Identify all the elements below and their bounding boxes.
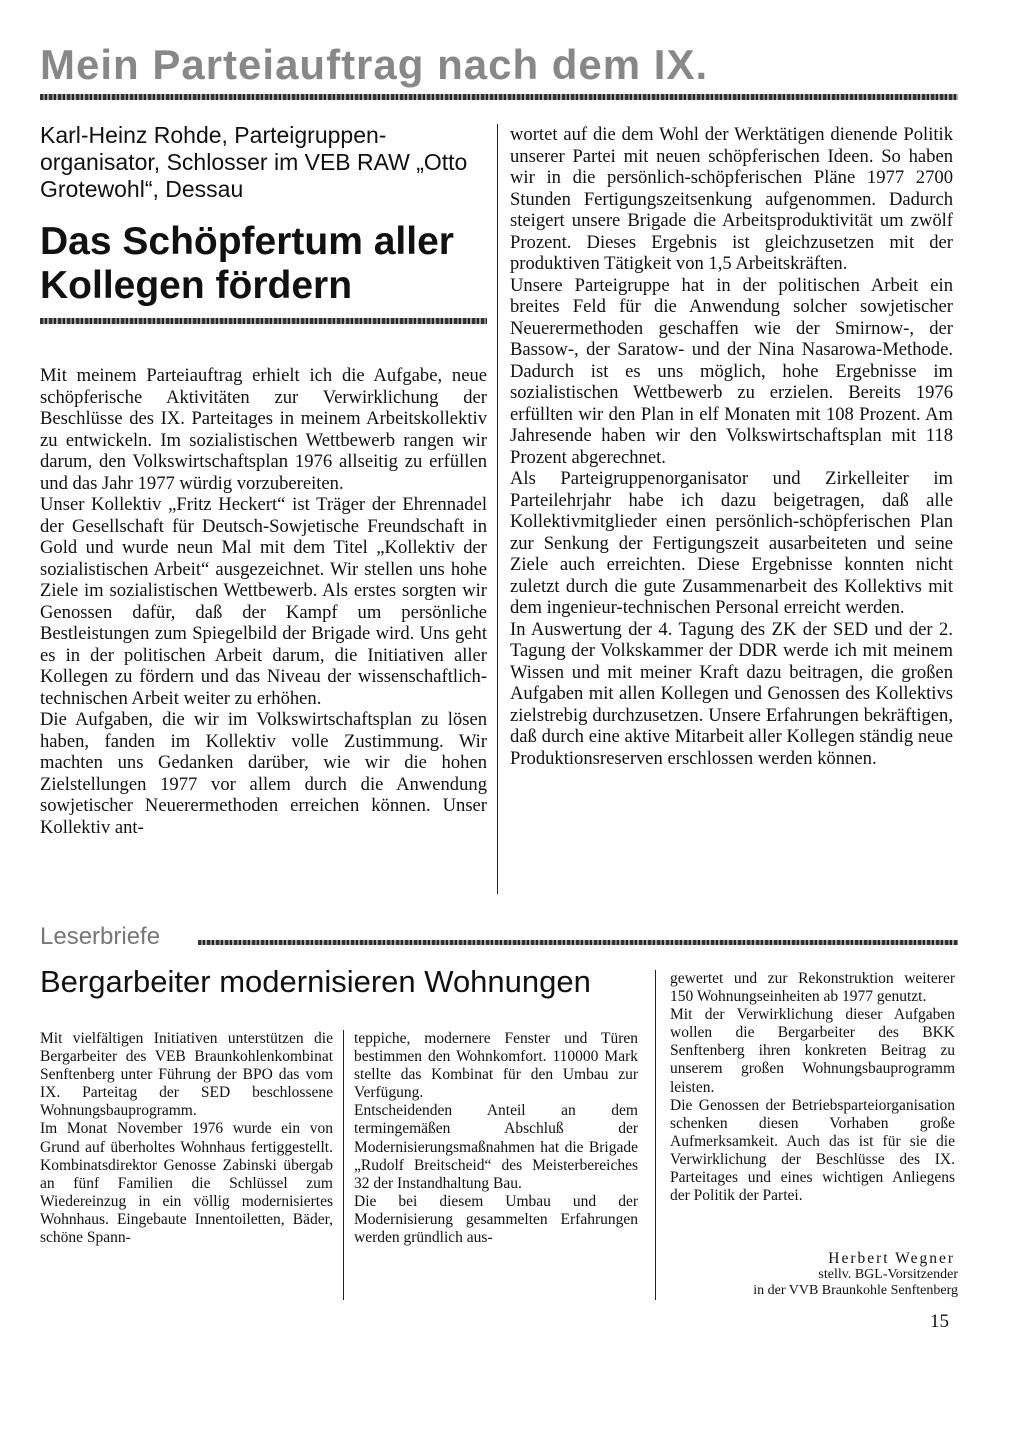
article2-paragraph: Entscheidenden Anteil an dem termingemäßen Abschluß der Modernisierungsmaßnahmen hat die Brigade „Rudolf Breitscheid“ des Meisterbereiches 32 der Instandhaltung Bau.	[354, 1102, 638, 1192]
article1-column-2	[510, 124, 953, 769]
letter-signer-role: stellv. BGL-Vorsitzender	[818, 1267, 958, 1282]
article1-paragraph: In Auswertung der 4. Tagung des ZK der SED und der 2. Tagung der Volkskammer der DDR werde ich mit meinem Wissen und mit meiner Kraft dazu beitragen, die großen Aufgaben mit allen Kollegen und Genossen des Kollektivs zielstrebig durchzusetzen. Unsere Erfahrungen bekräftigen, daß durch eine aktive Mitarbeit aller Kollegen ständig neue Produktionsreserven erschlossen werden können.	[510, 618, 953, 769]
masthead-title: Mein Parteiauftrag nach dem IX.	[40, 41, 709, 88]
article2-headline: Bergarbeiter modernisieren Wohnungen	[40, 964, 591, 999]
article1-paragraph: Als Parteigruppenorganisator und Zirkelleiter im Parteilehrjahr habe ich dazu beigetragen, daß alle Kollektivmitglieder einen persönlich-schöpferischen Plan zur Senkung der Fertigungszeit ausarbeiteten und seine Ziele auch erreichten. Diese Ergebnisse konnten nicht zuletzt durch die gute Zusammenarbeit des Kollektivs mit dem ingenieur-technischen Personal erreicht werden.	[510, 468, 953, 618]
article2-column-divider	[343, 1030, 344, 1300]
article2-paragraph: Mit vielfältigen Initiativen unterstützen die Bergarbeiter des VEB Braunkohlenkombinat Senftenberg unter Führung der BPO das vom IX. Parteitag der SED beschlossene Wohnungsbauprogramm.	[40, 1030, 333, 1120]
letter-signer-organization: in der VVB Braunkohle Senftenberg	[753, 1283, 958, 1298]
article2-column-2	[354, 1030, 638, 1247]
article1-author: Karl-Heinz Rohde, Parteigruppen-organisator, Schlosser im VEB RAW „Otto Grotewohl“, Dessau	[40, 122, 468, 202]
article1-paragraph: Mit meinem Parteiauftrag erhielt ich die Aufgabe, neue schöpferische Aktivitäten zur Verwirklichung der Beschlüsse des IX. Parteitages in meinem Arbeitskollektiv zu entwickeln. Im sozialistischen Wettbewerb rangen wir darum, den Volkswirtschaftsplan 1976 allseitig zu erfüllen und das Jahr 1977 würdig vorzubereiten.	[40, 365, 487, 494]
article1-paragraph: Unsere Parteigruppe hat in der politischen Arbeit ein breites Feld für die Anwendung solcher sowjetischer Neuerermethoden geschaffen wie der Smirnow-, der Bassow-, der Saratow- und der Nina Nasarowa-Methode. Dadurch ist es uns möglich, hohe Ergebnisse im sozialistischen Wettbewerb zu erzielen. Bereits 1976 erfüllten wir den Plan in elf Monaten mit 108 Prozent. Am Jahresende haben wir den Volkswirtschaftsplan mit 118 Prozent abgerechnet.	[510, 274, 953, 468]
article1-headline-rule	[40, 318, 487, 324]
article2-paragraph: teppiche, modernere Fenster und Türen bestimmen den Wohnkomfort. 110000 Mark stellte das Kombinat für den Umbau zur Verfügung.	[354, 1030, 638, 1102]
article1-paragraph: Die Aufgaben, die wir im Volkswirtschaftsplan zu lösen haben, fanden im Kollektiv volle Zustimmung. Wir machten uns Gedanken darüber, wie wir die hohen Zielstellungen 1977 vor allem durch die Anwendung sowjetischer Neuerermethoden erreichen können. Unser Kollektiv ant-	[40, 709, 487, 838]
page-number: 15	[930, 1311, 949, 1332]
article1-column-1	[40, 365, 487, 838]
article2-paragraph: Im Monat November 1976 wurde ein von Grund auf überholtes Wohnhaus fertiggestellt. Kombinatsdirektor Genosse Zabinski übergab an fünf Familien die Schlüssel zum Wiedereinzug in ein völlig modernisiertes Wohnhaus. Eingebaute Innentoiletten, Bäder, schöne Spann-	[40, 1120, 333, 1247]
article1-paragraph: Unser Kollektiv „Fritz Heckert“ ist Träger der Ehrennadel der Gesellschaft für Deutsch-Sowjetische Freundschaft in Gold und wurde neun Mal mit dem Titel „Kollektiv der sozialistischen Arbeit“ ausgezeichnet. Wir stellen uns hohe Ziele im sozialistischen Wettbewerb. Als erstes sorgten wir Genossen dafür, daß der Kampf um persönliche Bestleistungen zum Spiegelbild der Brigade wird. Uns geht es in der politischen Arbeit darum, die Initiativen aller Kollegen zu fördern und das Niveau der wissenschaftlich-technischen Arbeit weiter zu erhöhen.	[40, 494, 487, 709]
article2-column-divider	[655, 970, 656, 1300]
masthead-rule	[40, 94, 958, 100]
article2-paragraph: Mit der Verwirklichung dieser Aufgaben wollen die Bergarbeiter des BKK Senftenberg ihren konkreten Beitrag zu unserem großen Wohnungsbauprogramm leisten.	[670, 1006, 955, 1096]
letter-signer-name: Herbert Wegner	[828, 1250, 955, 1267]
article2-paragraph: Die Genossen der Betriebsparteiorganisation schenken diesen Vorhaben große Aufmerksamkeit. Auch das ist für sie die Verwirklichung der Beschlüsse des IX. Parteitages und eines wichtigen Anliegens der Politik der Partei.	[670, 1096, 955, 1205]
article2-paragraph: Die bei diesem Umbau und der Modernisierung gesammelten Erfahrungen werden gründlich aus-	[354, 1192, 638, 1247]
article1-column-divider	[497, 124, 498, 894]
section-rule	[198, 940, 958, 945]
section-label: Leserbriefe	[40, 923, 161, 950]
article1-paragraph: wortet auf die dem Wohl der Werktätigen dienende Politik unserer Partei mit neuen schöpferischen Ideen. So haben wir in die persönlich-schöpferischen Pläne 1977 2700 Stunden Fertigungszeitsenkung aufgenommen. Dadurch steigert unsere Brigade die Arbeitsproduktivität um zwölf Prozent. Dieses Ergebnis ist gleichzusetzen mit der produktiven Tätigkeit von 1,5 Arbeitskräften.	[510, 124, 953, 274]
article2-paragraph: gewertet und zur Rekonstruktion weiterer 150 Wohnungseinheiten ab 1977 genutzt.	[670, 970, 955, 1006]
article2-column-3	[670, 970, 955, 1205]
article1-headline: Das Schöpfertum aller Kollegen fördern	[40, 220, 454, 307]
article2-column-1	[40, 1030, 333, 1247]
